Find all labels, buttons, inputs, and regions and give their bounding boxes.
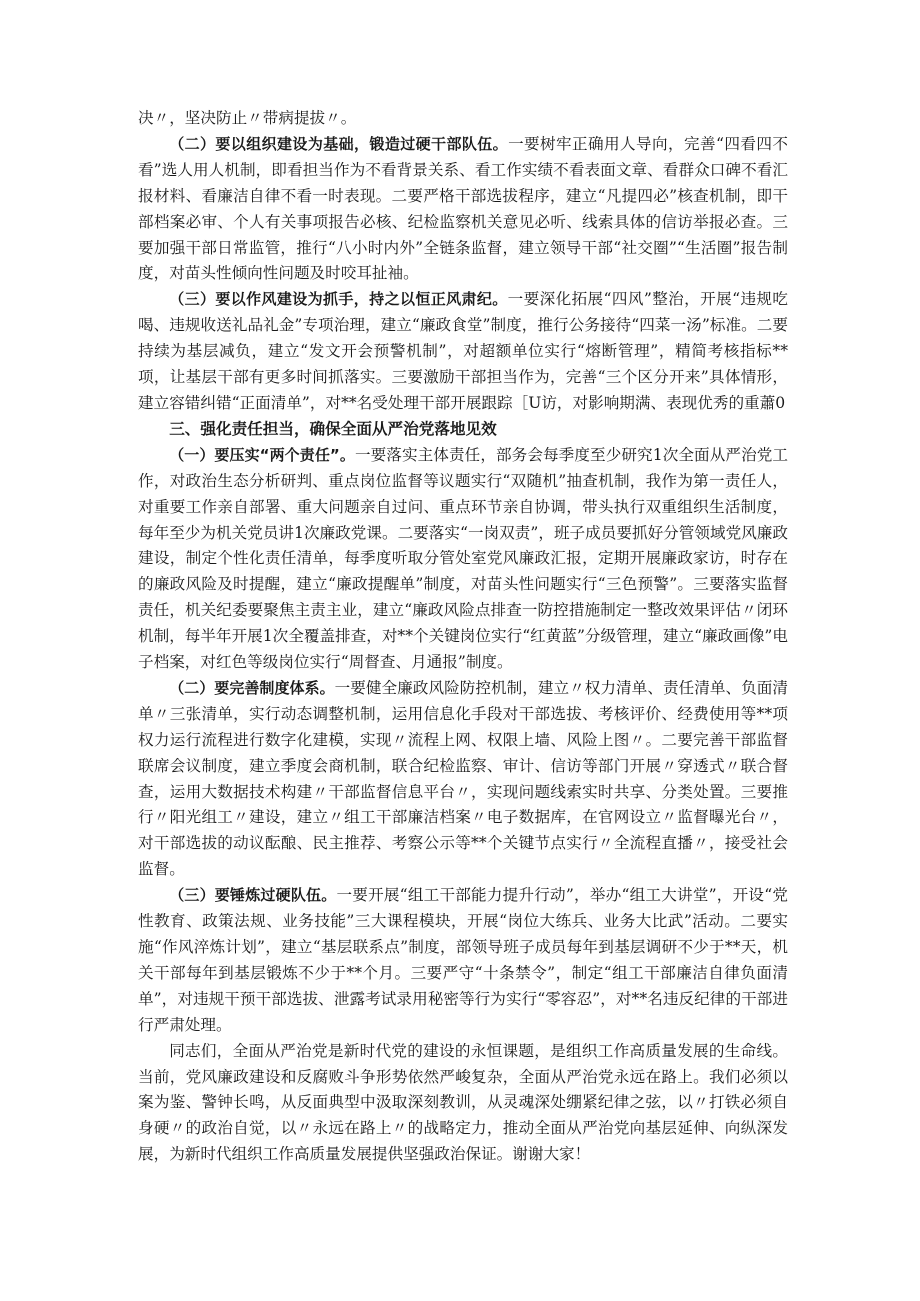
paragraph-text: 一要健全廉政风险防控机制，建立〃权力清单、责任清单、负面清单〃三张清单，实行动态调整机制，运用信息化手段对干部选拔、考核评价、经费使用等**项权力运行流程进行数字化建模，实现〃流程上网、权限上墙、风险上图〃。二要完善干部监督联席会议制度，建立季度会商机制，联合纪检监察、审计、信访等部门开展〃穿透式〃联合督查，运用大数据技术构建〃干部监督信息平台〃，实现问题线索实时共享、分类处置。三要推行〃阳光组工〃建设，建立〃组工干部廉洁档案〃电子数据库，在官网设立〃监督曝光台〃，对干部选拔的动议酝酿、民主推荐、考察公示等**个关键节点实行〃全流程直播〃，接受社会监督。 [138,678,788,879]
section-lead: （三）要以作风建设为抓手，持之以恒正风肃纪。 [169,290,508,309]
paragraph-conclusion: 同志们，全面从严治党是新时代党的建设的永恒课题，是组织工作高质量发展的生命线。当前，党风廉政建设和反腐败斗争形势依然严峻复杂，全面从严治党永远在路上。我们必须以案为鉴、警钟长鸣，从反面典型中汲取深刻教训，从灵魂深处绷紧纪律之弦，以〃打铁必须自身硬〃的政治自觉，以〃永远在路上〃的战略定力，推动全面从严治党向基层延伸、向纵深发展，为新时代组织工作高质量发展提供坚强政治保证。谢谢大家！ [138,1041,788,1164]
paragraph-responsibility [138,443,788,676]
section-lead: （二）要以组织建设为基础，锻造过硬干部队伍。 [169,134,509,153]
paragraph-system [138,676,788,883]
document-body [138,106,788,1168]
paragraph-text: 一要深化拓展“四风”整治，开展“违规吃喝、违规收送礼品礼金”专项治理，建立“廉政食堂”制度，推行公务接待“四菜一汤”标准。二要持续为基层减负，建立“发文开会预警机制”，对超额单位实行“熔断管理”，精简考核指标**项，让基层干部有更多时间抓落实。三要激励干部担当作为，完善“三个区分开来”具体情形，建立容错纠错“正面清单”，对**名受处理干部开展跟踪［U访，对影响期满、表现优秀的重蕭0 [138,290,788,412]
section-lead: （三）要锤炼过硬队伍。 [169,886,337,905]
paragraph-organization [138,132,788,287]
paragraph-text: 一要落实主体责任，部务会每季度至少研究1次全面从严治党工作，对政治生态分析研判、重点岗位监督等议题实行“双随机”抽查机制，我作为第一责任人，对重要工作亲自部署、重大问题亲自过问、重点环节亲自协调，带头执行双重组织生活制度，每年至少为机关党员讲1次廉政党课。二要落实“一岗双责”，班子成员要抓好分管领域党风廉政建设，制定个性化责任清单，每季度听取分管处室党风廉政汇报，定期开展廉政家访，时存在的廉政风险及时提醒，建立“廉政提醒单”制度，对苗头性问题实行“三色预警”。三要落实监督责任，机关纪委要聚焦主责主业，建立“廉政风险点排查一防控措施制定一整改效果评估〃闭环机制，每半年开展1次全覆盖排查，对**个关键岗位实行“红黄蓝”分级管理，建立“廉政画像”电子档案，对红色等级岗位实行“周督查、月通报”制度。 [138,445,789,672]
section-heading: 三、强化责任担当，确保全面从严治党落地见效 [169,419,497,438]
paragraph-continuation: 决〃，坚决防止〃带病提拔〃。 [138,109,357,127]
paragraph-team [138,883,788,1038]
section-lead: （一）要压实“两个责任”。 [169,445,355,464]
paragraph-style [138,287,788,417]
section-lead: （二）要完善制度体系。 [169,678,335,697]
paragraph-text: 一要开展“组工干部能力提升行动”，举办“组工大讲堂”，开设“党性教育、政策法规、业务技能”三大课程模块，开展“岗位大练兵、业务大比武”活动。二要实施“作风淬炼计划”，建立“基层联系点”制度，部领导班子成员每年到基层调研不少于**天，机关干部每年到基层锻炼不少于**个月。三要严守“十条禁令”，制定“组工干部廉洁自律负面清单”，对违规干预干部选拔、泄露考试录用秘密等行为实行“零容忍”，对**名违反纪律的干部进行严肃处理。 [138,886,788,1034]
paragraph-text: 一要树牢正确用人导向，完善“四看四不看”选人用人机制，即看担当作为不看背景关系、看工作实绩不看表面文章、看群众口碑不看汇报材料、看廉洁自律不看一时表现。二要严格干部选拔程序，建立“凡提四必”核查机制，即干部档案必审、个人有关事项报告必核、纪检监察机关意见必听、线索具体的信访举报必查。三要加强干部日常监管，推行“八小时内外”全链条监督，建立领导干部“社交圈”“生活圈”报告制度，对苗头性倾向性问题及时咬耳扯袖。 [138,134,788,283]
